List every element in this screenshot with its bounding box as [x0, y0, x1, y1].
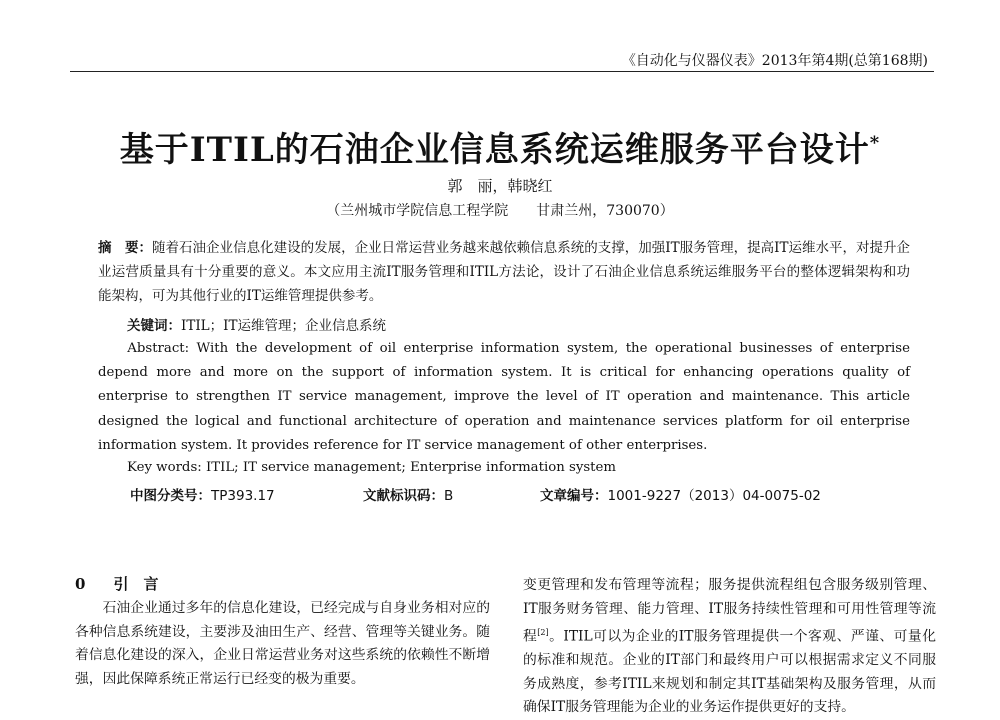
col2-text-b: 。ITIL可以为企业的IT服务管理提供一个客观、严谨、可量化的标准和规范。企业的IT部门和最终用户可以根据需求定义不同服务成熟度，参考ITIL来规划和制定其IT基础架构及服务管理，从而确保IT服务管理能为企业的业务运作提供更好的支持。: [523, 628, 937, 716]
clc-number: [130, 484, 275, 504]
doc-label: 文献标识码：: [363, 488, 444, 504]
keywords-cn-label: 关键词：: [127, 318, 181, 334]
abstract-cn-text: 随着石油企业信息化建设的发展，企业日常运营业务越来越依赖信息系统的支撑，加强IT服务管理，提高IT运维水平，对提升企业运营质量具有十分重要的意义。本文应用主流IT服务管理和ITIL方法论，设计了石油企业信息系统运维服务平台的整体逻辑架构和功能架构，可为其他行业的IT运维管理提供参考。: [98, 240, 910, 304]
section-number: 0: [75, 575, 86, 593]
citation-ref: [2]: [537, 628, 549, 637]
journal-header: 《自动化与仪器仪表》2013年第4期(总第168期): [621, 53, 928, 69]
clc-value: TP393.17: [211, 488, 275, 504]
clc-label: 中图分类号：: [130, 488, 211, 504]
section-heading: [75, 573, 158, 594]
abstract-en: [98, 337, 910, 458]
doc-value: B: [444, 488, 454, 504]
section-title: 引 言: [113, 575, 159, 593]
paper-title: [0, 122, 1000, 171]
keywords-en: Key words: ITIL; IT service management; Enterprise information system: [127, 460, 616, 475]
keywords-cn-text: ITIL；IT运维管理；企业信息系统: [181, 318, 386, 334]
keywords-cn: [127, 314, 386, 334]
article-number: [540, 484, 821, 504]
intro-paragraph: 石油企业通过多年的信息化建设，已经完成与自身业务相对应的各种信息系统建设，主要涉及油田生产、经营、管理等关键业务。随着信息化建设的深入，企业日常运营业务对这些系统的依赖性不断增强，因此保障系统正常运行已经变的极为重要。: [75, 600, 490, 687]
doc-code: [363, 484, 453, 504]
col2-text-a: 变更管理和发布管理等流程；服务提供流程组包含服务级别管理、IT服务财务管理、能力管理、IT服务持续性管理和可用性管理等流程: [523, 577, 936, 645]
art-value: 1001-9227（2013）04-0075-02: [607, 488, 821, 504]
abstract-en-text: Abstract: With the development of oil enterprise information system, the operational businesses of enterprise depend more and more on the support of information system. It is critical for enhancing operations quality of enterprise to strengthen IT service management, improve the level of IT operation and maintenance. This article designed the logical and functional architecture of operation and maintenance services platform for oil enterprise information system. It provides reference for IT service management of other enterprises.: [98, 341, 910, 453]
column-left: [75, 597, 490, 691]
title-footnote-mark: *: [869, 132, 881, 154]
affiliation: （兰州城市学院信息工程学院 甘肃兰州，730070）: [326, 203, 674, 219]
column-right: [523, 574, 936, 720]
title-text: 基于ITIL的石油企业信息系统运维服务平台设计: [119, 130, 870, 170]
abstract-cn: [98, 236, 910, 308]
art-label: 文章编号：: [540, 488, 608, 504]
authors: 郭 丽，韩晓红: [447, 177, 553, 195]
abstract-cn-label: 摘 要：: [98, 240, 153, 256]
header-rule: [70, 71, 934, 72]
